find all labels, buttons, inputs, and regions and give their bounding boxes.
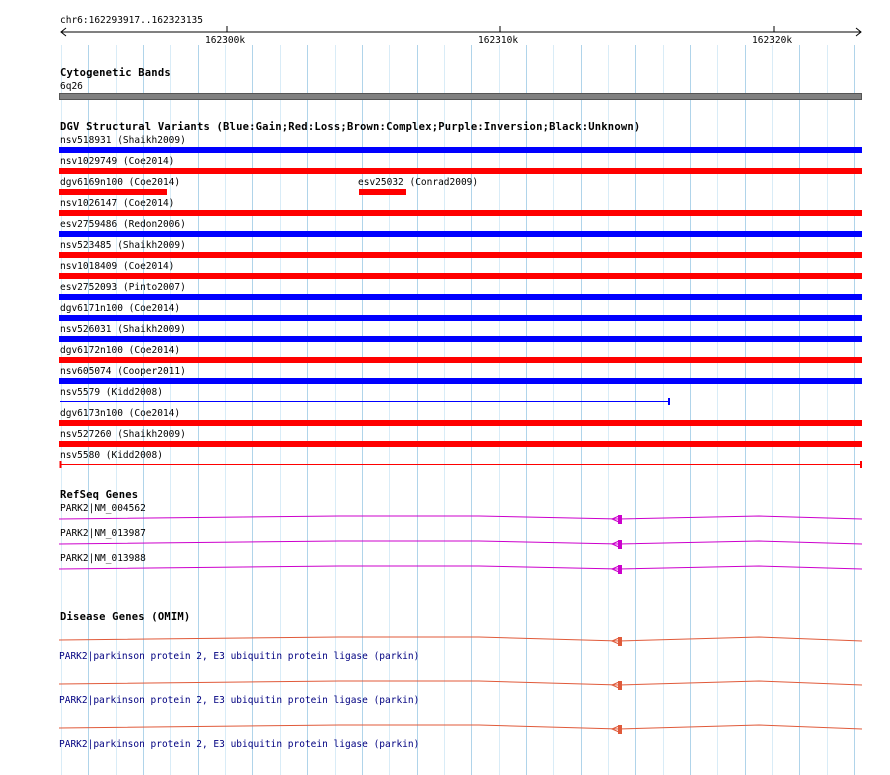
omim-gene-model[interactable] [59,633,864,649]
variant-label[interactable]: nsv527260 (Shaikh2009) [60,429,186,440]
variant-label[interactable]: nsv1026147 (Coe2014) [60,198,175,209]
variant-loss-bar[interactable] [59,168,862,174]
variant-label[interactable]: dgv6171n100 (Coe2014) [60,303,181,314]
dgv-track-title: DGV Structural Variants (Blue:Gain;Red:Loss;Brown:Complex;Purple:Inversion;Black:Unknown) [60,121,641,133]
variant-label[interactable]: esv2752093 (Pinto2007) [60,282,186,293]
region-label: chr6:162293917..162323135 [60,15,203,26]
gene-model[interactable] [59,561,864,577]
variant-label[interactable]: nsv605074 (Cooper2011) [60,366,186,377]
variant-gain-bar[interactable] [59,231,862,237]
variant-label[interactable]: nsv1018409 (Coe2014) [60,261,175,272]
variant-label[interactable]: dgv6169n100 (Coe2014) [60,177,181,188]
variant-label[interactable]: nsv1029749 (Coe2014) [60,156,175,167]
variant-gain-bar[interactable] [59,315,862,321]
variant-loss-bar[interactable] [359,189,406,195]
omim-track-title: Disease Genes (OMIM) [60,611,191,623]
variant-label[interactable]: nsv518931 (Shaikh2009) [60,135,186,146]
omim-gene-label[interactable]: PARK2|parkinson protein 2, E3 ubiquitin protein ligase (parkin) [59,695,420,706]
cytoband-track-title: Cytogenetic Bands [60,67,171,79]
variant-loss-bar[interactable] [59,441,862,447]
gene-label[interactable]: PARK2|NM_013988 [60,553,146,564]
variant-loss-bar[interactable] [59,252,862,258]
omim-gene-model[interactable] [59,677,864,693]
variant-label[interactable]: nsv523485 (Shaikh2009) [60,240,186,251]
variant-label[interactable]: esv2759486 (Redon2006) [60,219,186,230]
variant-label[interactable]: dgv6173n100 (Coe2014) [60,408,181,419]
gene-model[interactable] [59,511,864,527]
variant-gain-bar[interactable] [59,336,862,342]
gene-label[interactable]: PARK2|NM_013987 [60,528,146,539]
cytoband-label[interactable]: 6q26 [60,81,83,92]
ruler-tick-label: 162310k [478,35,519,46]
variant-label[interactable]: esv25032 (Conrad2009) [358,177,479,188]
variant-gain-bar[interactable] [59,378,862,384]
omim-gene-label[interactable]: PARK2|parkinson protein 2, E3 ubiquitin protein ligase (parkin) [59,739,420,750]
variant-loss-bar[interactable] [59,357,862,363]
variant-loss-bar[interactable] [59,273,862,279]
ruler-tick-label: 162300k [205,35,246,46]
variant-gain-line[interactable] [59,397,673,407]
ruler-tick-label: 162320k [752,35,793,46]
variant-loss-bar[interactable] [59,420,862,426]
omim-gene-model[interactable] [59,721,864,737]
variant-loss-bar[interactable] [59,189,167,195]
variant-label[interactable]: nsv5580 (Kidd2008) [60,450,163,461]
variant-gain-bar[interactable] [59,294,862,300]
variant-loss-bar[interactable] [59,210,862,216]
omim-gene-label[interactable]: PARK2|parkinson protein 2, E3 ubiquitin protein ligase (parkin) [59,651,420,662]
refseq-track-title: RefSeq Genes [60,489,139,501]
gene-label[interactable]: PARK2|NM_004562 [60,503,146,514]
gene-model[interactable] [59,536,864,552]
variant-gain-bar[interactable] [59,147,862,153]
variant-label[interactable]: nsv526031 (Shaikh2009) [60,324,186,335]
cytoband-bar[interactable] [59,93,862,100]
variant-label[interactable]: nsv5579 (Kidd2008) [60,387,163,398]
variant-label[interactable]: dgv6172n100 (Coe2014) [60,345,181,356]
variant-loss-line[interactable] [59,460,864,470]
